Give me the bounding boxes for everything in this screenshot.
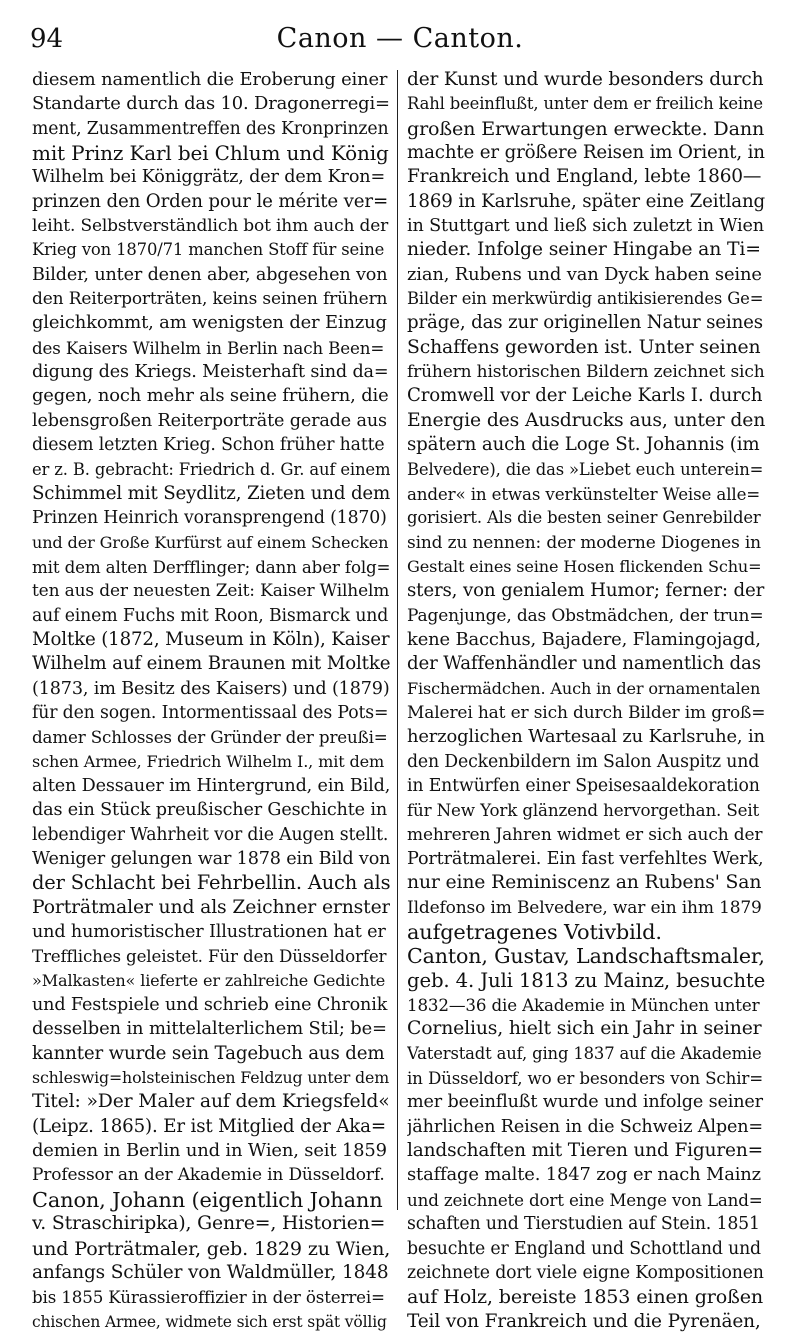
text-line: kannter wurde sein Tagebuch aus dem: [32, 1042, 385, 1064]
page-header: [30, 20, 770, 64]
text-line: auf Holz, bereiste 1853 einen großen: [407, 1285, 763, 1309]
text-line: Rahl beeinflußt, unter dem er freilich keine: [407, 94, 763, 114]
text-line: und der Große Kurfürst auf einem Schecken: [32, 532, 389, 552]
text-line: chischen Armee, widmete sich erst spät völlig: [32, 1312, 387, 1331]
text-line: sters, von genialem Humor; ferner: der: [407, 580, 765, 602]
text-line: nieder. Infolge seiner Hingabe an Ti=: [407, 239, 761, 261]
text-line: Prinzen Heinrich voransprengend (1870): [32, 508, 387, 529]
text-line: Pagenjunge, das Obstmädchen, der trun=: [407, 605, 764, 626]
text-line: des Kaisers Wilhelm in Berlin nach Been=: [32, 337, 385, 358]
left-column: [32, 68, 390, 1334]
text-line: digung des Kriegs. Meisterhaft sind da=: [32, 362, 389, 383]
text-line: lebensgroßen Reiterporträte gerade aus: [32, 410, 387, 431]
text-line: für New York glänzend hervorgethan. Seit: [407, 800, 760, 821]
text-line: jährlichen Reisen in die Schweiz Alpen=: [407, 1116, 763, 1137]
text-line: besuchte er England und Schottland und: [407, 1238, 761, 1259]
text-line: Bilder, unter denen aber, abgesehen von: [32, 264, 388, 285]
text-line: für den sogen. Intormentissaal des Pots=: [32, 702, 389, 723]
text-line: Standarte durch das 10. Dragonerregi=: [32, 93, 390, 115]
text-line: gleichkommt, am wenigsten der Einzug: [32, 312, 387, 334]
text-line: Moltke (1872, Museum in Köln), Kaiser: [32, 628, 390, 650]
text-line: in Entwürfen einer Speisesaaldekoration: [407, 775, 760, 796]
text-line: Schimmel mit Seydlitz, Zieten und dem: [32, 482, 390, 504]
text-line: gegen, noch mehr als seine frühern, die: [32, 385, 389, 407]
text-line: prinzen den Orden pour le mérite ver=: [32, 190, 389, 212]
text-line: Professor an der Akademie in Düsseldorf.: [32, 1165, 385, 1186]
text-line: nur eine Reminiscenz an Rubens' San: [407, 872, 762, 894]
text-line: kene Bacchus, Bajadere, Flamingojagd,: [407, 628, 761, 650]
text-line: alten Dessauer im Hintergrund, ein Bild,: [32, 775, 390, 796]
text-line: demien in Berlin und in Wien, seit 1859: [32, 1140, 387, 1162]
text-line: der Kunst und wurde besonders durch: [407, 69, 764, 90]
text-line: machte er größere Reisen im Orient, in: [407, 142, 765, 164]
text-line: und Festspiele und schrieb eine Chronik: [32, 995, 388, 1016]
text-line: ment, Zusammentreffen des Kronprinzen: [32, 118, 389, 139]
text-line: Cornelius, hielt sich ein Jahr in seiner: [407, 1018, 762, 1040]
text-line: mehreren Jahren widmet er sich auch der: [407, 824, 763, 845]
text-line: Canton, Gustav, Landschaftsmaler,: [407, 944, 765, 969]
text-line: Wilhelm bei Königgrätz, der dem Kron=: [32, 167, 386, 188]
column-divider: [397, 70, 398, 1210]
text-line: diesem namentlich die Eroberung einer: [32, 69, 388, 90]
text-line: in Düsseldorf, wo er besonders von Schir=: [407, 1068, 764, 1089]
text-line: Krieg von 1870/71 manchen Stoff für seine: [32, 240, 385, 260]
text-line: großen Erwartungen erweckte. Dann: [407, 116, 765, 140]
text-line: Weniger gelungen war 1878 ein Bild von: [32, 849, 390, 869]
text-line: zian, Rubens und van Dyck haben seine: [407, 263, 762, 285]
text-line: Vaterstadt auf, ging 1837 auf die Akademie: [407, 1043, 762, 1063]
text-line: schen Armee, Friedrich Wilhelm I., mit dem: [32, 751, 385, 771]
text-line: Schaffens geworden ist. Unter seinen: [407, 336, 761, 358]
text-line: präge, das zur originellen Natur seines: [407, 312, 763, 334]
text-line: er z. B. gebracht: Friedrich d. Gr. auf einem: [32, 459, 390, 479]
text-line: ten aus der neuesten Zeit: Kaiser Wilhelm: [32, 581, 390, 602]
text-line: v. Straschiripka), Genre=, Historien=: [32, 1213, 386, 1235]
text-line: spätern auch die Loge St. Johannis (im: [407, 434, 760, 456]
text-line: und Porträtmaler, geb. 1829 zu Wien,: [32, 1236, 390, 1260]
text-line: mit Prinz Karl bei Chlum und König: [32, 141, 389, 166]
text-line: schaften und Tierstudien auf Stein. 1851: [407, 1214, 760, 1235]
text-line: aufgetragenes Votivbild.: [407, 920, 662, 945]
text-line: in Stuttgart und ließ sich zuletzt in Wien: [407, 216, 764, 237]
text-line: lebendiger Wahrheit vor die Augen stellt.: [32, 824, 389, 845]
text-line: staffage malte. 1847 zog er nach Mainz: [407, 1164, 761, 1186]
running-head: Canon — Canton.: [276, 23, 524, 54]
page-number: 94: [30, 24, 64, 54]
text-line: Porträtmaler und als Zeichner ernster: [32, 896, 390, 918]
text-line: Ildefonso im Belvedere, war ein ihm 1879: [407, 897, 762, 918]
text-line: landschaften mit Tieren und Figuren=: [407, 1140, 763, 1162]
text-line: Energie des Ausdrucks aus, unter den: [407, 409, 765, 431]
text-line: und zeichnete dort eine Menge von Land=: [407, 1189, 763, 1210]
text-line: Fischermädchen. Auch in der ornamentalen: [407, 678, 761, 698]
right-column: [407, 68, 765, 1334]
text-line: gorisiert. Als die besten seiner Genrebilder: [407, 508, 761, 528]
text-line: Bilder ein merkwürdig antikisierendes Ge=: [407, 289, 764, 309]
text-line: frühern historischen Bildern zeichnet sich: [407, 362, 765, 383]
text-line: Treffliches geleistet. Für den Düsseldorfer: [32, 946, 387, 967]
text-line: 1869 in Karlsruhe, später eine Zeitlang: [407, 190, 765, 212]
text-line: den Deckenbildern im Salon Auspitz und: [407, 751, 760, 772]
text-line: Titel: »Der Maler auf dem Kriegsfeld«: [32, 1091, 390, 1113]
text-line: Gestalt eines seine Hosen flickenden Schu=: [407, 556, 762, 576]
text-line: desselben in mittelalterlichem Stil; be=: [32, 1018, 387, 1040]
text-line: schleswig=holsteinischen Feldzug unter dem: [32, 1068, 390, 1088]
text-line: Wilhelm auf einem Braunen mit Moltke: [32, 653, 390, 675]
text-line: geb. 4. Juli 1813 zu Mainz, besuchte: [407, 968, 765, 992]
text-line: Malerei hat er sich durch Bilder im groß=: [407, 702, 765, 723]
text-line: und humoristischer Illustrationen hat er: [32, 922, 386, 943]
text-line: bis 1855 Kürassieroffizier in der österrei=: [32, 1287, 385, 1308]
text-line: anfangs Schüler von Waldmüller, 1848: [32, 1261, 389, 1283]
text-line: »Malkasten« lieferte er zahlreiche Gedichte: [32, 970, 386, 990]
text-line: sind zu nennen: der moderne Diogenes in: [407, 532, 761, 553]
text-line: mit dem alten Derfflinger; dann aber folg=: [32, 556, 390, 577]
text-line: leiht. Selbstverständlich bot ihm auch der: [32, 216, 389, 237]
text-line: (Leipz. 1865). Er ist Mitglied der Aka=: [32, 1115, 386, 1137]
text-line: den Reiterporträten, keins seinen frühern: [32, 289, 388, 310]
text-line: diesem letzten Krieg. Schon früher hatte: [32, 435, 385, 456]
text-line: ander« in etwas verkünstelter Weise alle=: [407, 483, 761, 504]
text-line: das ein Stück preußischer Geschichte in: [32, 800, 387, 821]
text-line: (1873, im Besitz des Kaisers) und (1879): [32, 678, 390, 699]
text-line: herzoglichen Wartesaal zu Karlsruhe, in: [407, 726, 765, 748]
text-line: Belvedere), die das »Liebet euch unterein=: [407, 459, 764, 479]
text-line: der Schlacht bei Fehrbellin. Auch als: [32, 871, 390, 895]
text-line: Cromwell vor der Leiche Karls I. durch: [407, 385, 763, 407]
text-line: Canon, Johann (eigentlich Johann: [32, 1187, 383, 1212]
text-line: 1832—36 die Akademie in München unter: [407, 995, 760, 1016]
text-line: Porträtmalerei. Ein fast verfehltes Werk,: [407, 849, 764, 869]
text-line: Teil von Frankreich und die Pyrenäen,: [407, 1310, 761, 1332]
text-line: zeichnete dort viele eigne Kompositionen: [407, 1262, 764, 1283]
text-line: mer beeinflußt wurde und infolge seiner: [407, 1092, 763, 1113]
text-line: Frankreich und England, lebte 1860—: [407, 166, 762, 188]
text-line: auf einem Fuchs mit Roon, Bismarck und: [32, 605, 389, 626]
text-line: der Waffenhändler und namentlich das: [407, 653, 761, 675]
text-line: damer Schlosses der Gründer der preußi=: [32, 727, 388, 748]
